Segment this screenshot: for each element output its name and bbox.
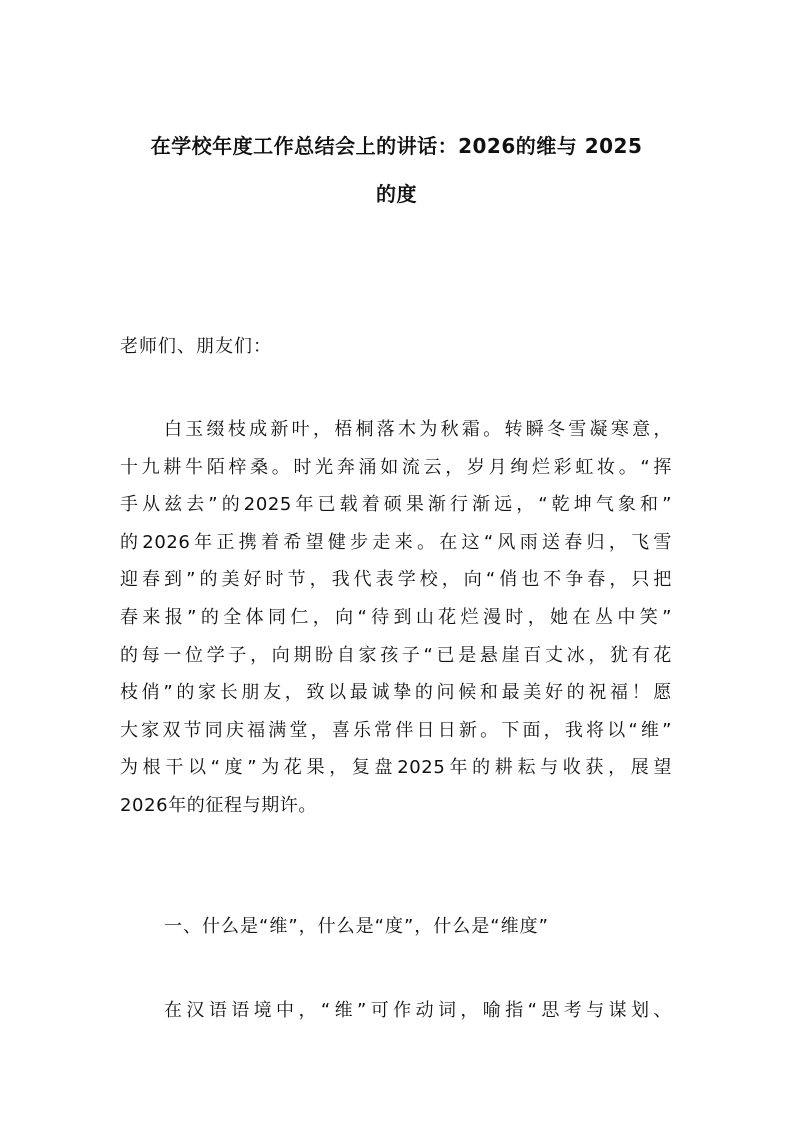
paragraph-line: 2026年的征程与期许。 [120, 794, 318, 816]
salutation: 老师们、朋友们： [120, 336, 272, 357]
paragraph-line: 枝俏”的家长朋友，致以最诚挚的问候和最美好的祝福！愿 [120, 682, 672, 704]
document-title [110, 122, 683, 218]
paragraph-line: 大家双节同庆福满堂，喜乐常伴日日新。下面，我将以“维” [120, 719, 672, 741]
paragraph-line: 在汉语语境中，“维”可作动词，喻指“思考与谋划、 [164, 1000, 672, 1021]
paragraph-line: 迎春到”的美好时节，我代表学校，向“俏也不争春，只把 [120, 569, 672, 591]
title-line-2: 的度 [376, 182, 417, 206]
title-line-1: 在学校年度工作总结会上的讲话：2026的维与 2025 [150, 134, 643, 158]
opening-paragraph [120, 411, 672, 825]
paragraph-line: 的每一位学子，向期盼自家孩子“已是悬崖百丈冰，犹有花 [120, 644, 672, 666]
paragraph-line: 手从兹去”的2025年已载着硕果渐行渐远，“乾坤气象和” [120, 494, 672, 516]
paragraph-line: 春来报”的全体同仁，向“待到山花烂漫时，她在丛中笑” [120, 606, 672, 628]
section-paragraph [120, 992, 672, 1030]
paragraph-line: 十九耕牛陌梓桑。时光奔涌如流云，岁月绚烂彩虹妆。“挥 [120, 456, 672, 478]
section-heading: 一、什么是“维”，什么是“度”，什么是“维度” [164, 916, 549, 937]
paragraph-line: 白玉缀枝成新叶，梧桐落木为秋霜。转瞬冬雪凝寒意， [164, 419, 672, 440]
paragraph-line: 为根干以“度”为花果，复盘2025年的耕耘与收获，展望 [120, 757, 672, 779]
paragraph-line: 的2026年正携着希望健步走来。在这“风雨送春归，飞雪 [120, 531, 672, 553]
